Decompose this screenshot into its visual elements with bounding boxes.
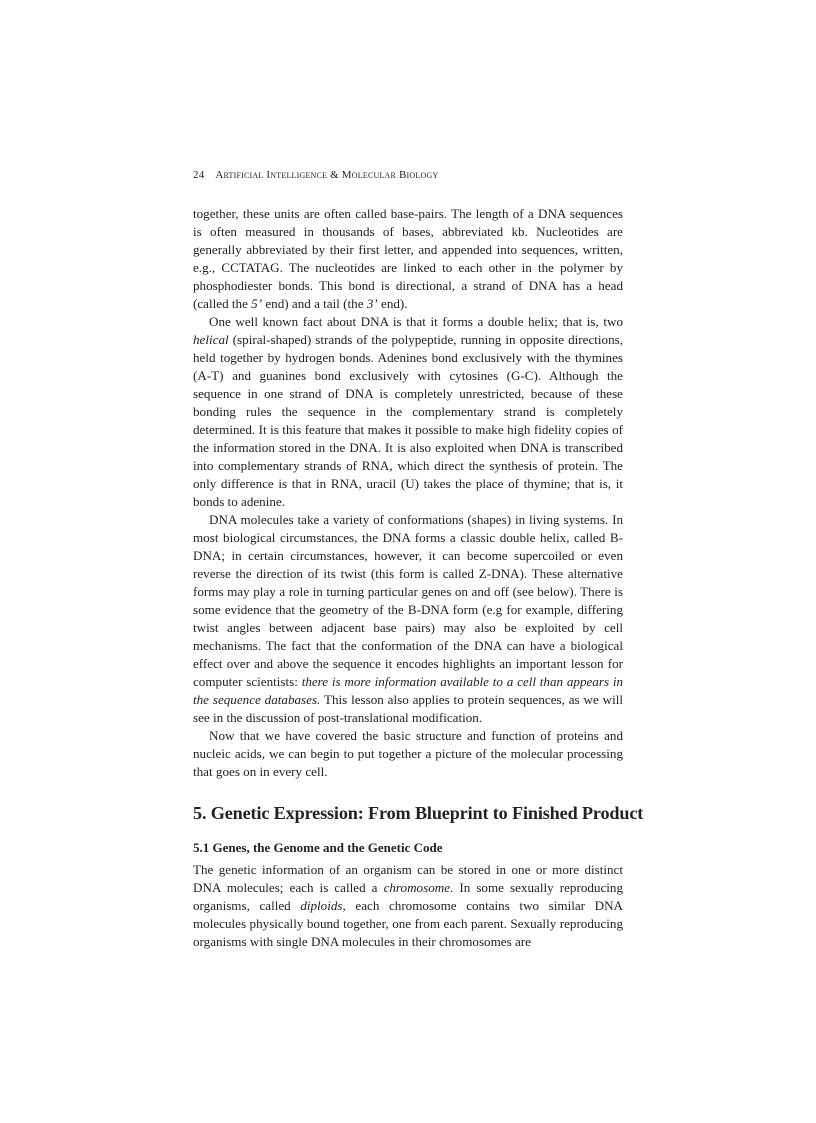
paragraph-3-text-b: This lesson also applies to protein sequences, as we will see in the discussion of post-translational modification.	[193, 692, 623, 725]
paragraph-3	[193, 511, 623, 727]
five-prime-term: 5’	[251, 296, 263, 311]
paragraph-4: Now that we have covered the basic structure and function of proteins and nucleic acids, we can begin to put together a picture of the molecular processing that goes on in every cell.	[193, 728, 623, 779]
paragraph-5	[193, 861, 623, 951]
subsection-heading: 5.1 Genes, the Genome and the Genetic Code	[193, 840, 443, 855]
running-header	[193, 169, 438, 181]
body-text	[193, 205, 644, 951]
paragraph-3-text-a: DNA molecules take a variety of conformations (shapes) in living systems. In most biological circumstances, the DNA forms a classic double helix, called B-DNA; in certain circumstances, however, it can become supercoiled or even reverse the direction of its twist (this form is called Z-DNA). These alternative forms may play a role in turning particular genes on and off (see below). There is some evidence that the geometry of the B-DNA form (e.g for example, differing twist angles between adjacent base pairs) may also be exploited by cell mechanisms. The fact that the conformation of the DNA can have a biological effect over and above the sequence it encodes highlights an important lesson for computer scientists:	[193, 512, 623, 689]
paragraph-5-text-c: , each chromosome contains two similar DNA molecules physically bound together, one from each parent. Sexually reproducing organisms with single DNA molecules in their chromosomes are	[193, 898, 623, 949]
paragraph-1	[193, 205, 623, 313]
chromosome-term: chromosome	[383, 880, 451, 895]
paragraph-3-emphasis: there is more information available to a cell than appears in the sequence databases.	[193, 674, 624, 707]
section-heading: 5. Genetic Expression: From Blueprint to Finished Product	[193, 803, 644, 823]
diploids-term: diploids	[300, 898, 343, 913]
paragraph-5-text-b: . In some sexually reproducing organisms, called	[193, 880, 624, 913]
paragraph-2	[193, 313, 623, 511]
running-title: Artificial Intelligence & Molecular Biology	[215, 169, 439, 181]
paragraph-1-text-c: end).	[377, 296, 408, 311]
paragraph-5-text-a: The genetic information of an organism can be stored in one or more distinct DNA molecules; each is called a	[193, 862, 623, 895]
helical-term: helical	[193, 332, 229, 347]
paragraph-2-text-b: (spiral-shaped) strands of the polypeptide, running in opposite directions, held together by hydrogen bonds. Adenines bond exclusively with the thymines (A-T) and guanines bond exclusively with cytosines (G-C). Although the sequence in one strand of DNA is completely unrestricted, because of these bonding rules the sequence in the complementary strand is completely determined. It is this feature that makes it possible to make high fidelity copies of the information stored in the DNA. It is also exploited when DNA is transcribed into complementary strands of RNA, which direct the synthesis of protein. The only difference is that in RNA, uracil (U) takes the place of thymine; that is, it bonds to adenine.	[193, 332, 623, 509]
three-prime-term: 3’	[366, 296, 378, 311]
paragraph-2-text-a: One well known fact about DNA is that it forms a double helix; that is, two	[209, 314, 623, 329]
paragraph-1-text-a: together, these units are often called base-pairs. The length of a DNA sequences is often measured in thousands of bases, abbreviated kb. Nucleotides are generally abbreviated by their first letter, and appended into sequences, written, e.g., CCTATAG. The nucleotides are linked to each other in the polymer by phosphodiester bonds. This bond is directional, a strand of DNA has a head (called the	[193, 206, 623, 311]
page-number: 24	[193, 169, 205, 181]
paragraph-1-text-b: end) and a tail (the	[262, 296, 367, 311]
